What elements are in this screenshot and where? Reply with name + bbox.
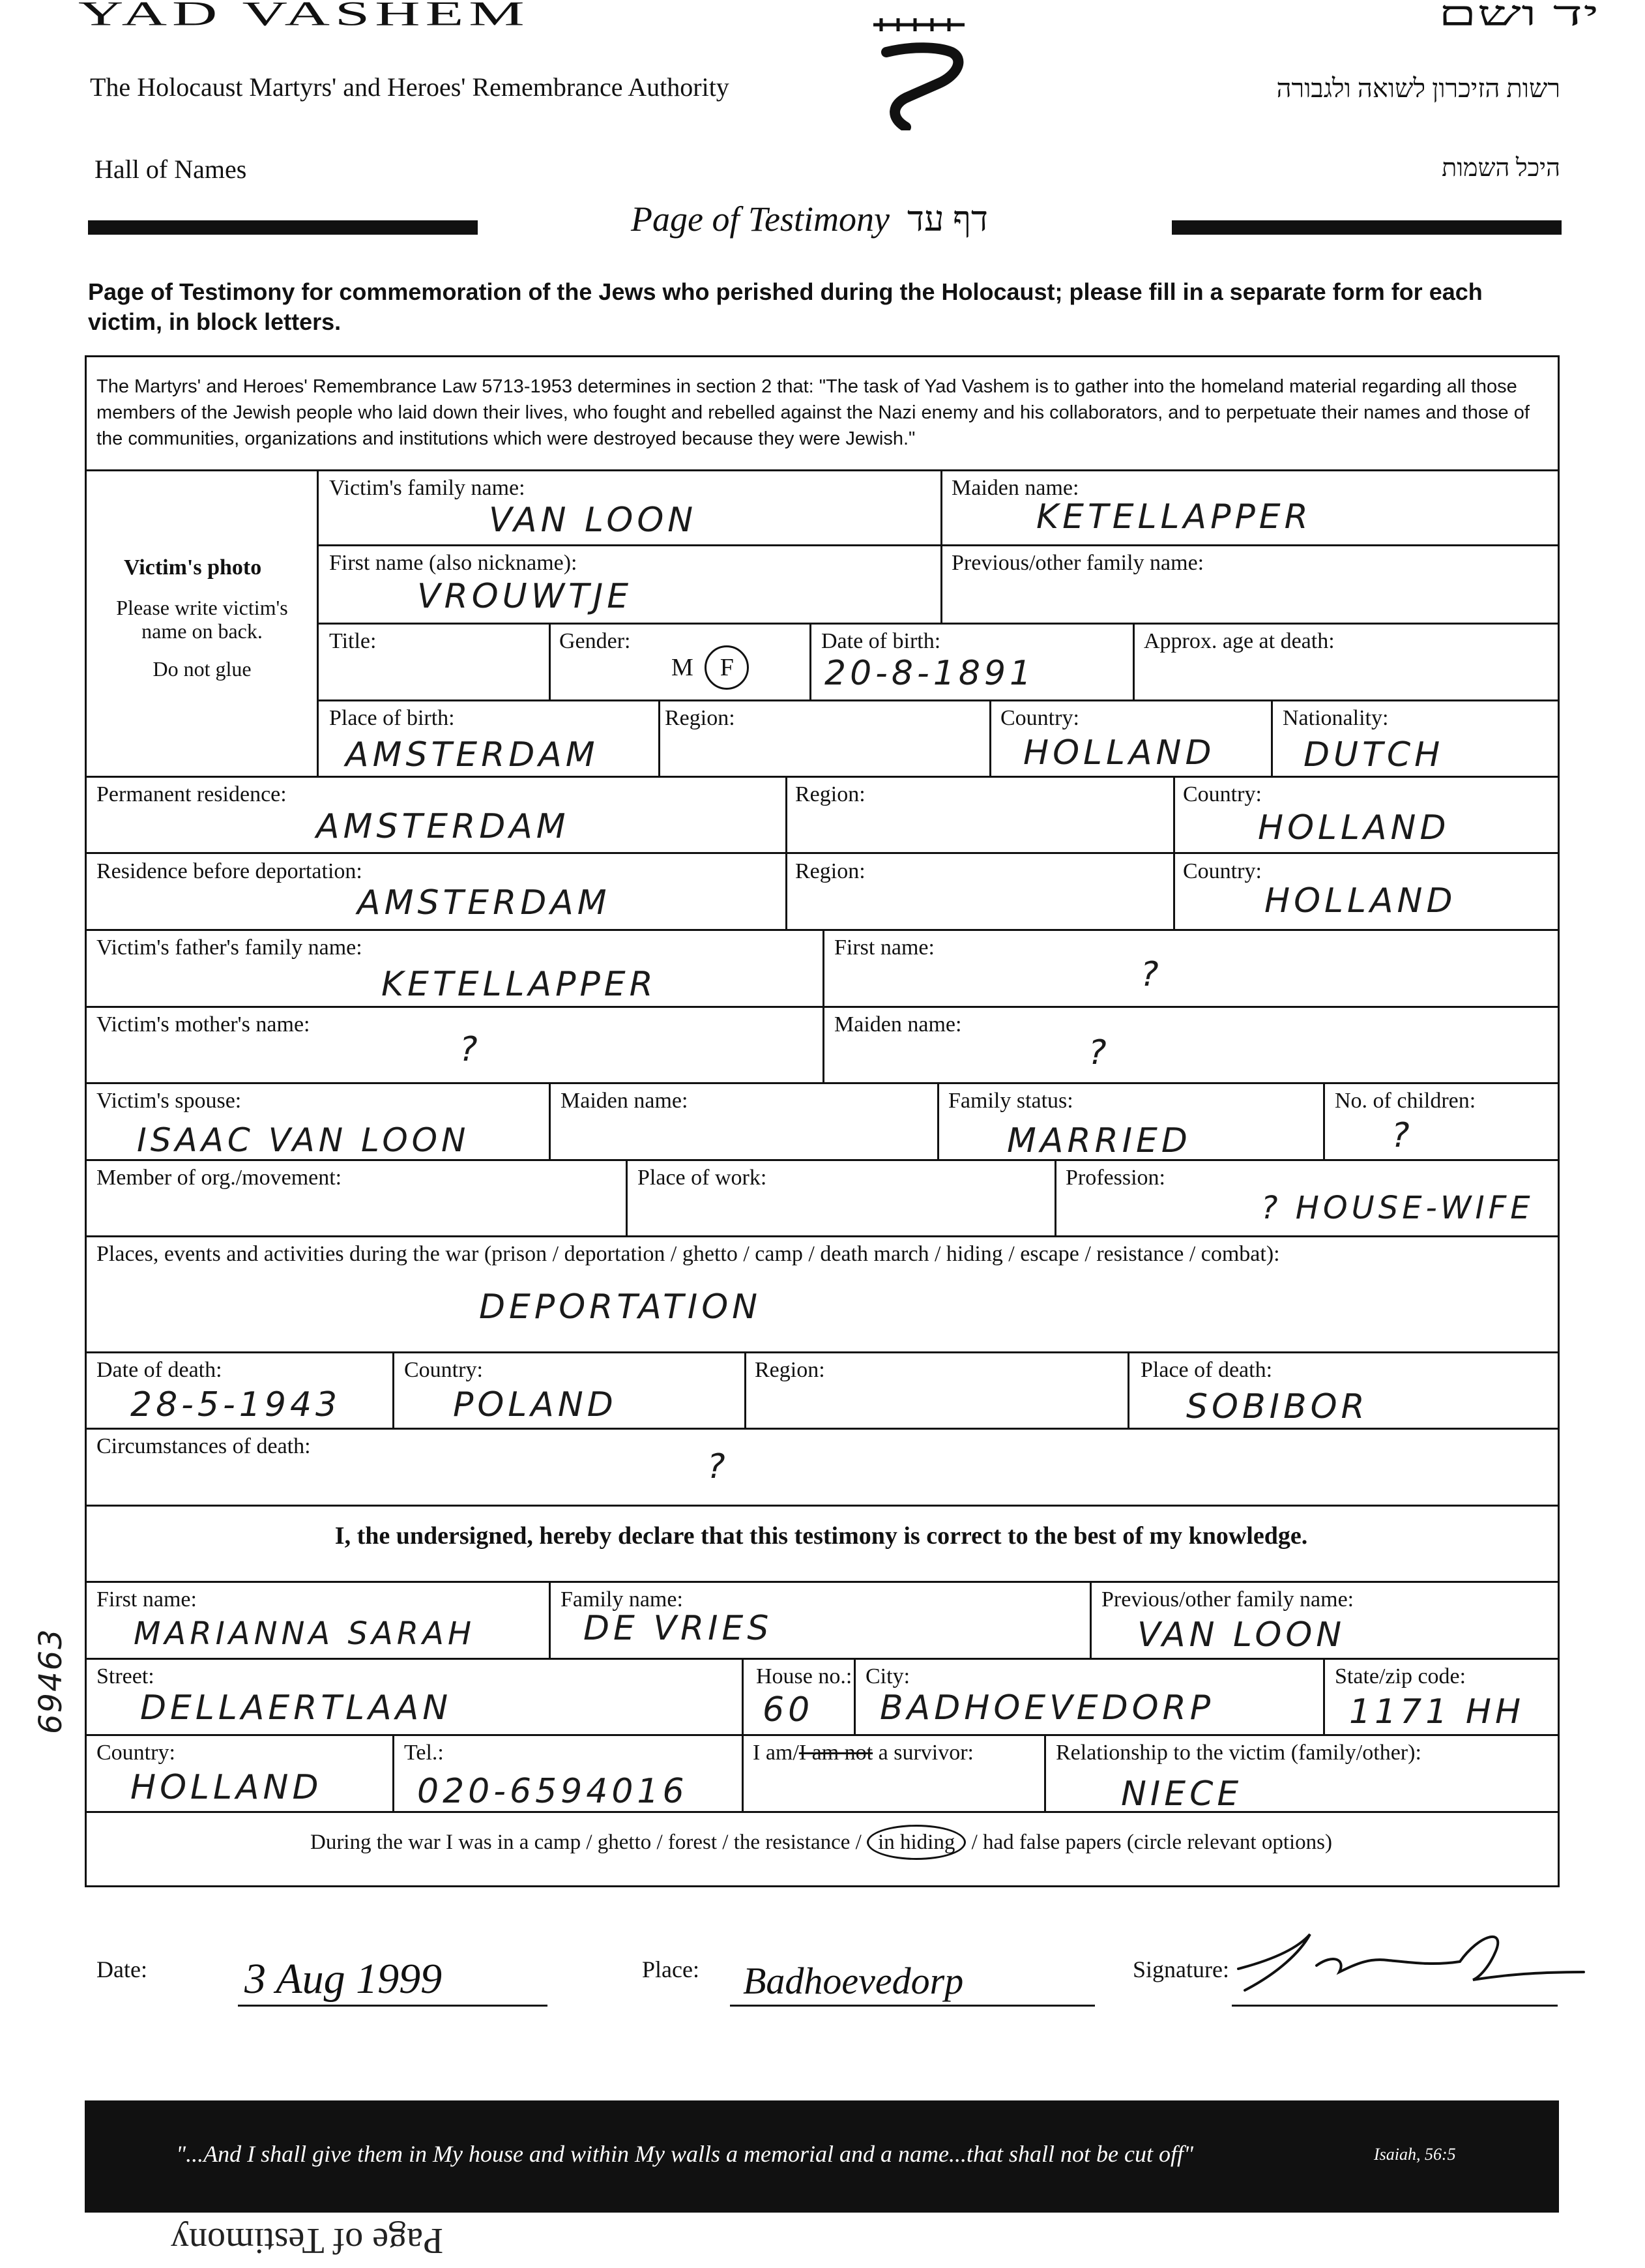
- victim-res-country[interactable]: HOLLAND: [1264, 881, 1457, 920]
- victim-mother-name[interactable]: ?: [459, 1030, 482, 1069]
- victim-pob[interactable]: AMSTERDAM: [345, 735, 599, 774]
- victim-circumstances[interactable]: ?: [707, 1447, 729, 1486]
- hall-of-names-he: היכל השמות: [1442, 155, 1560, 182]
- label-sub-country: Country:: [96, 1741, 175, 1765]
- gender-m[interactable]: M: [671, 654, 693, 681]
- victim-photo-title: Victim's photo: [124, 555, 262, 580]
- victim-father-first[interactable]: ?: [1141, 955, 1163, 994]
- photo-note-glue: Do not glue: [153, 657, 252, 681]
- footer-citation: Isaiah, 56:5: [1374, 2145, 1456, 2164]
- submitter-house[interactable]: 60: [763, 1690, 814, 1730]
- authority-en: The Holocaust Martyrs' and Heroes' Remembrance Authority: [90, 72, 729, 102]
- label-res-region: Region:: [795, 859, 866, 883]
- label-death-region: Region:: [755, 1358, 825, 1382]
- label-first-name: First name (also nickname):: [329, 551, 577, 575]
- label-mother-name: Victim's mother's name:: [96, 1012, 310, 1037]
- victim-family-name[interactable]: VAN LOON: [489, 501, 697, 540]
- label-signature: Signature:: [1133, 1956, 1229, 1982]
- label-father-first: First name:: [834, 935, 935, 960]
- footer-quote: "...And I shall give them in My house and within My walls a memorial and a name...that shall not be cut off": [176, 2141, 1194, 2167]
- victim-father-family[interactable]: KETELLAPPER: [381, 965, 657, 1004]
- label-work: Place of work:: [637, 1166, 767, 1190]
- victim-res-before[interactable]: AMSTERDAM: [357, 883, 611, 922]
- victim-first-name[interactable]: VROUWTJE: [417, 577, 633, 616]
- label-maiden-name: Maiden name:: [952, 476, 1079, 500]
- photo-note-name: Please write victim's name on back.: [116, 596, 288, 643]
- photo-instructions: [98, 596, 306, 681]
- side-number: 69463: [33, 1628, 69, 1734]
- label-perm-region: Region:: [795, 782, 866, 806]
- label-place-death: Place of death:: [1141, 1358, 1273, 1382]
- submitter-tel[interactable]: 020-6594016: [417, 1772, 688, 1811]
- label-dod: Date of death:: [96, 1358, 222, 1382]
- label-dob: Date of birth:: [821, 629, 941, 653]
- label-sub-family: Family name:: [560, 1587, 683, 1612]
- victim-nationality[interactable]: DUTCH: [1303, 735, 1444, 774]
- label-survivor: I am/I am not a survivor:: [753, 1741, 974, 1765]
- label-death-country: Country:: [404, 1358, 483, 1382]
- label-spouse: Victim's spouse:: [96, 1089, 242, 1113]
- label-sub-prev: Previous/other family name:: [1101, 1587, 1354, 1612]
- label-gender: Gender:: [559, 629, 631, 653]
- victim-perm-res[interactable]: AMSTERDAM: [316, 807, 570, 846]
- label-father-family: Victim's father's family name:: [96, 935, 362, 960]
- victim-dob[interactable]: 20-8-1891: [824, 654, 1036, 693]
- label-res-country: Country:: [1183, 859, 1262, 883]
- submitter-family-name[interactable]: DE VRIES: [583, 1609, 773, 1648]
- label-pob: Place of birth:: [329, 706, 455, 730]
- victim-death-country[interactable]: POLAND: [453, 1385, 617, 1424]
- submitter-relationship[interactable]: NIECE: [1121, 1775, 1243, 1814]
- during-war-options: During the war I was in a camp / ghetto / forest / the resistance / in hiding / had false papers (circle relevant options): [85, 1831, 1558, 1855]
- label-family-name: Victim's family name:: [329, 476, 525, 500]
- label-profession: Profession:: [1066, 1166, 1165, 1190]
- label-zip: State/zip code:: [1335, 1664, 1466, 1688]
- victim-maiden-name[interactable]: KETELLAPPER: [1036, 497, 1312, 537]
- submitter-street[interactable]: DELLAERTLAAN: [140, 1688, 452, 1728]
- page-title: Page of Testimony דף עד: [631, 199, 988, 239]
- label-perm-res: Permanent residence:: [96, 782, 287, 806]
- label-spouse-maiden: Maiden name:: [560, 1089, 688, 1113]
- label-birth-region: Region:: [665, 706, 735, 730]
- org-name-en: YAD VASHEM: [78, 0, 530, 33]
- label-place: Place:: [642, 1956, 699, 1982]
- label-relationship: Relationship to the victim (family/other):: [1056, 1741, 1421, 1765]
- victim-children[interactable]: ?: [1391, 1116, 1414, 1155]
- label-city: City:: [866, 1664, 910, 1688]
- victim-spouse[interactable]: ISAAC VAN LOON: [137, 1121, 470, 1159]
- label-tel: Tel.:: [404, 1741, 444, 1765]
- label-res-before: Residence before deportation:: [96, 859, 362, 883]
- victim-perm-country[interactable]: HOLLAND: [1258, 808, 1450, 847]
- signature-mark[interactable]: [1199, 1920, 1590, 2005]
- submitter-first-name[interactable]: MARIANNA SARAH: [134, 1615, 476, 1652]
- victim-places[interactable]: DEPORTATION: [479, 1288, 762, 1327]
- label-mother-maiden: Maiden name:: [834, 1012, 962, 1037]
- victim-dod[interactable]: 28-5-1943: [130, 1385, 342, 1424]
- submitter-city[interactable]: BADHOEVEDORP: [880, 1688, 1215, 1728]
- circled-in-hiding[interactable]: in hiding: [867, 1825, 966, 1860]
- hall-of-names-en: Hall of Names: [95, 155, 247, 184]
- label-street: Street:: [96, 1664, 154, 1688]
- gender-f-circled[interactable]: F: [705, 645, 749, 690]
- org-name-he: יד ושם: [1438, 0, 1599, 33]
- title-bar-right: [1172, 220, 1562, 235]
- submitter-zip[interactable]: 1171 HH: [1349, 1692, 1525, 1731]
- victim-birth-country[interactable]: HOLLAND: [1023, 733, 1216, 773]
- label-children: No. of children:: [1335, 1089, 1476, 1113]
- declaration: I, the undersigned, hereby declare that this testimony is correct to the best of my knowledge.: [334, 1522, 1308, 1550]
- victim-place-death[interactable]: SOBIBOR: [1186, 1387, 1369, 1426]
- label-member: Member of org./movement:: [96, 1166, 342, 1190]
- label-birth-country: Country:: [1000, 706, 1079, 730]
- submitter-country[interactable]: HOLLAND: [130, 1768, 323, 1807]
- law-text: The Martyrs' and Heroes' Remembrance Law 5713-1953 determines in section 2 that: "The task of Yad Vashem is to gather into the homeland material regarding all those members of the Jewish people who laid down their lives, who fought and rebelled against the Nazi enemy and his collaborators, and to perpetuate their names and those of the communities, organizations and institutions which were destroyed because they were Jewish.": [96, 376, 1530, 449]
- gender-options[interactable]: [671, 645, 749, 690]
- label-nationality: Nationality:: [1283, 706, 1389, 730]
- label-family-status: Family status:: [948, 1089, 1073, 1113]
- signoff-place[interactable]: Badhoevedorp: [743, 1960, 964, 2002]
- yad-vashem-logo-icon: [867, 13, 971, 130]
- label-date: Date:: [96, 1956, 147, 1982]
- label-house: House no.:: [756, 1664, 852, 1688]
- label-prev-family: Previous/other family name:: [952, 551, 1204, 575]
- victim-mother-maiden[interactable]: ?: [1088, 1033, 1111, 1072]
- signoff-date[interactable]: 3 Aug 1999: [244, 1955, 443, 2003]
- authority-he: רשות הזיכרון לשואה ולגבורה: [1276, 74, 1560, 103]
- label-title: Title:: [329, 629, 377, 653]
- victim-family-status[interactable]: MARRIED: [1007, 1121, 1191, 1160]
- bottom-mirror-text: Page of Testimony: [171, 2220, 444, 2261]
- label-perm-country: Country:: [1183, 782, 1262, 806]
- submitter-prev-family[interactable]: VAN LOON: [1137, 1615, 1346, 1655]
- label-circumstances: Circumstances of death:: [96, 1434, 311, 1458]
- victim-profession[interactable]: ? HOUSE-WIFE: [1261, 1190, 1534, 1226]
- title-bar-left: [88, 220, 478, 235]
- label-sub-first: First name:: [96, 1587, 197, 1612]
- intro-text: Page of Testimony for commemoration of the Jews who perished during the Holocaust; please fill in a separate form for each victim, in block letters.: [88, 278, 1483, 335]
- survivor-struck: I am not: [798, 1741, 873, 1765]
- label-age: Approx. age at death:: [1144, 629, 1335, 653]
- label-places: Places, events and activities during the war (prison / deportation / ghetto / camp / death march / hiding / escape / resistance / combat):: [96, 1242, 1280, 1266]
